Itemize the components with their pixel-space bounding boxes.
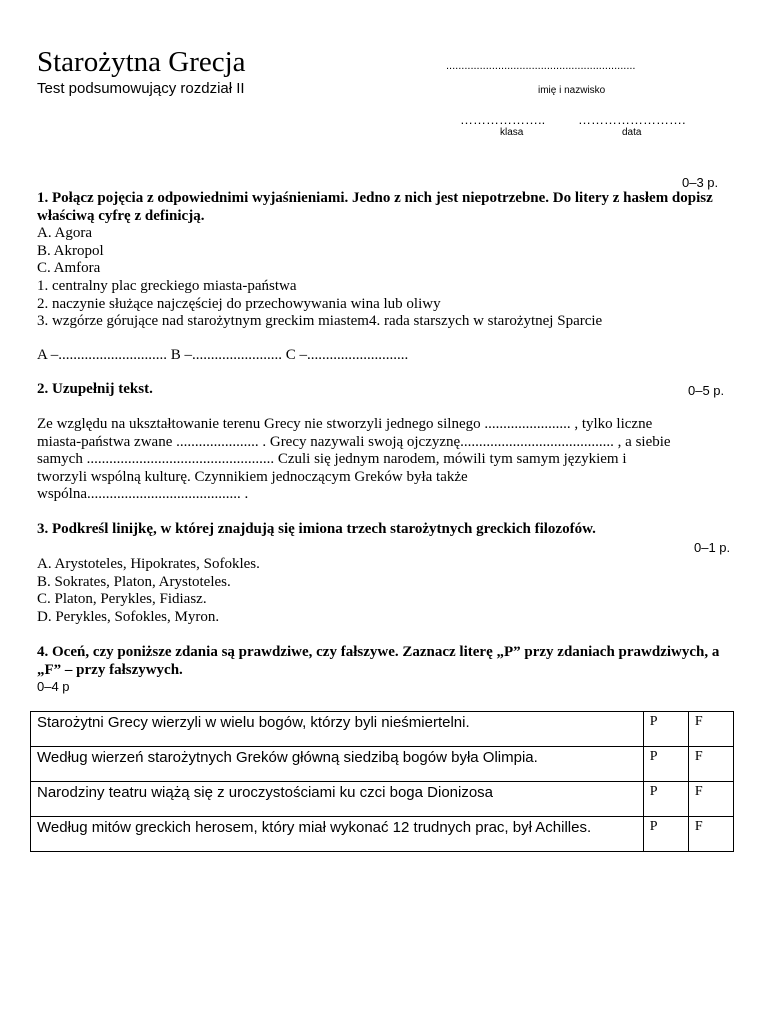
statement-cell: Według wierzeń starożytnych Greków główną siedzibą bogów była Olimpia.	[31, 747, 644, 782]
q3-points: 0–1 p.	[694, 540, 731, 555]
table-row	[31, 817, 734, 852]
date-field-line[interactable]: …………………….	[578, 112, 686, 127]
true-false-table	[30, 711, 734, 852]
q1-points: 0–3 p.	[682, 175, 719, 190]
true-option-cell[interactable]: P	[643, 817, 688, 852]
q2-fill-text[interactable]	[37, 416, 727, 504]
false-option-cell[interactable]: F	[688, 782, 733, 817]
q4-question: 4. Oceń, czy poniższe zdania są prawdziwe, czy fałszywe. Zaznacz literę „P” przy zdaniach prawdziwych, a „F” – przy fałszywych.	[37, 644, 720, 678]
class-field-line[interactable]: ………………..	[460, 112, 546, 127]
class-field-label: klasa	[500, 127, 524, 138]
table-row	[31, 747, 734, 782]
q2-points: 0–5 p.	[688, 383, 725, 398]
table-row	[31, 712, 734, 747]
q1-block	[37, 190, 727, 331]
page-title: Starożytna Grecja	[37, 46, 246, 78]
true-option-cell[interactable]: P	[643, 782, 688, 817]
q2-text-line: wspólna......................................... .	[37, 486, 249, 503]
q4-points: 0–4 p	[37, 679, 70, 694]
true-option-cell[interactable]: P	[643, 712, 688, 747]
q2-text-line: tworzyli wspólną kulturę. Czynnikiem jednoczącym Greków była także	[37, 468, 468, 485]
q1-definition: 1. centralny plac greckiego miasta-państwa	[37, 277, 297, 294]
q3-option-a[interactable]: A. Arystoteles, Hipokrates, Sofokles.	[37, 556, 260, 572]
q2-text-line: samych .................................................. Czuli się jednym narodem, mówili tym samym językiem i	[37, 451, 627, 468]
false-option-cell[interactable]: F	[688, 747, 733, 782]
q3-option-b[interactable]: B. Sokrates, Platon, Arystoteles.	[37, 573, 231, 590]
table-row	[31, 782, 734, 817]
q1-answer-line[interactable]: A –............................. B –........................ C –...........................	[37, 347, 409, 363]
q3-option-d[interactable]: D. Perykles, Sofokles, Myron.	[37, 608, 220, 625]
q1-question: 1. Połącz pojęcia z odpowiednimi wyjaśnieniami. Jedno z nich jest niepotrzebne. Do litery z hasłem dopisz właściwą cyfrę z definicją.	[37, 190, 713, 224]
q1-definition: 2. naczynie służące najczęściej do przechowywania wina lub oliwy	[37, 295, 441, 312]
q1-definition: 3. wzgórze górujące nad starożytnym greckim miastem4. rada starszych w starożytnej Sparcie	[37, 313, 603, 330]
name-field-label: imię i nazwisko	[538, 85, 606, 96]
true-option-cell[interactable]: P	[643, 747, 688, 782]
q3-options	[37, 556, 260, 626]
statement-cell: Narodziny teatru wiążą się z uroczystościami ku czci boga Dionizosa	[31, 782, 644, 817]
q1-item: C. Amfora	[37, 260, 101, 277]
q1-item: B. Akropol	[37, 242, 104, 259]
q2-text-line: Ze względu na ukształtowanie terenu Grecy nie stworzyli jednego silnego ....................... , tylko liczne	[37, 416, 653, 432]
name-field-line[interactable]: ..............................................................	[446, 60, 636, 72]
statement-cell: Starożytni Grecy wierzyli w wielu bogów, którzy byli nieśmiertelni.	[31, 712, 644, 747]
false-option-cell[interactable]: F	[688, 712, 733, 747]
q1-item: A. Agora	[37, 225, 92, 242]
date-field-label: data	[622, 127, 642, 138]
page-subtitle: Test podsumowujący rozdział II	[37, 80, 245, 97]
q2-question: 2. Uzupełnij tekst.	[37, 381, 153, 397]
statement-cell: Według mitów greckich herosem, który miał wykonać 12 trudnych prac, był Achilles.	[31, 817, 644, 852]
q3-option-c[interactable]: C. Platon, Perykles, Fidiasz.	[37, 591, 207, 608]
false-option-cell[interactable]: F	[688, 817, 733, 852]
q2-text-line: miasta-państwa zwane ...................... . Grecy nazywali swoją ojczyznę......................................... , a siebie	[37, 433, 671, 450]
q3-question: 3. Podkreśl linijkę, w której znajdują się imiona trzech starożytnych greckich filozofów.	[37, 521, 596, 537]
